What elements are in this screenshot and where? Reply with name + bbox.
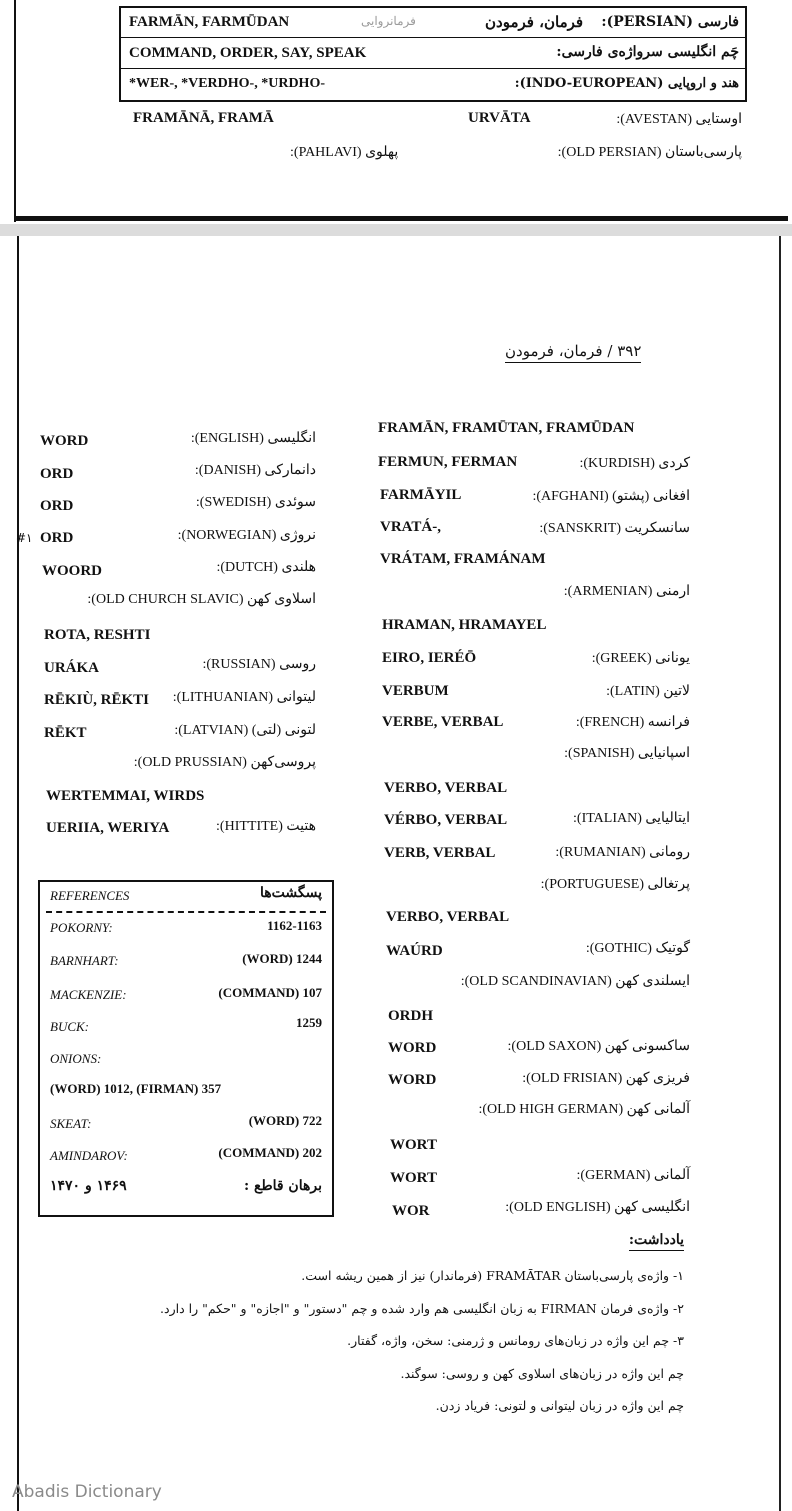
entry-lang: افغانی (پشتو) (AFGHANI): bbox=[532, 489, 690, 504]
reference-source: ONIONS: bbox=[50, 1051, 102, 1066]
entry-word: EIRO, IERÉŌ bbox=[382, 650, 477, 666]
burhan-value: ۱۴۶۹ و ۱۴۷۰ bbox=[50, 1178, 127, 1194]
reference-value: (WORD) 1244 bbox=[242, 951, 322, 966]
entry-word: RĒKT bbox=[44, 725, 87, 741]
entry-word: UERIIA, WERIYA bbox=[46, 820, 170, 836]
entry-lang: اسپانیایی (SPANISH): bbox=[564, 746, 690, 761]
entry-word: FERMUN, FERMAN bbox=[378, 454, 518, 470]
reference-source: AMINDAROV: bbox=[50, 1148, 128, 1163]
reference-value: (COMMAND) 107 bbox=[218, 985, 322, 1000]
entry-lang: گوتیک (GOTHIC): bbox=[585, 941, 690, 956]
entry-lang: پروسی‌کهن (OLD PRUSSIAN): bbox=[133, 755, 316, 770]
references-title-en: REFERENCES bbox=[50, 888, 130, 903]
entry-word: ORD bbox=[40, 530, 74, 546]
note-line: ۱- واژه‌ی پارسی‌باستان FRAMĀTAR (فرماندار) نیز از همین ریشه است. bbox=[301, 1268, 684, 1283]
reference-value: (COMMAND) 202 bbox=[218, 1145, 322, 1160]
entry-word: VERBO, VERBAL bbox=[384, 780, 508, 796]
entry-word: VERBO, VERBAL bbox=[386, 909, 510, 925]
entry-word: FRAMĀN, FRAMŪTAN, FRAMŪDAN bbox=[378, 420, 635, 436]
entry-word: WORD bbox=[40, 433, 89, 449]
entry-word: ROTA, RESHTI bbox=[44, 627, 151, 643]
note-line: چم این واژه در زبان‌های اسلاوی کهن و روسی: سوگند. bbox=[400, 1366, 684, 1381]
watermark: Abadis Dictionary bbox=[12, 1482, 162, 1502]
note-line: چم این واژه در زبان لیتوانی و لتونی: فریاد زدن. bbox=[435, 1398, 684, 1413]
reference-value: 1162-1163 bbox=[267, 918, 322, 933]
entry-lang: لیتوانی (LITHUANIAN): bbox=[172, 690, 316, 705]
entry-lang: پرتغالی (PORTUGUESE): bbox=[540, 877, 690, 892]
entry-word: WOORD bbox=[42, 563, 102, 579]
entry-word: FARMĀYIL bbox=[380, 487, 462, 503]
entry-word: WORD bbox=[388, 1072, 437, 1088]
persian-lang-label: فارسی (PERSIAN): bbox=[601, 14, 739, 30]
separator-band bbox=[0, 224, 792, 236]
reference-value: (WORD) 1012, (FIRMAN) 357 bbox=[50, 1081, 222, 1096]
avestan-word: FRAMĀNĀ, FRAMĀ bbox=[133, 110, 274, 126]
reference-source: SKEAT: bbox=[50, 1116, 92, 1131]
panel-bottom-border bbox=[14, 216, 788, 221]
header-row-persian bbox=[121, 8, 745, 38]
entry-lang: نروژی (NORWEGIAN): bbox=[177, 528, 316, 543]
entry-word: ORD bbox=[40, 498, 74, 514]
entry-lang: یونانی (GREEK): bbox=[591, 651, 690, 666]
entry-lang: آلمانی (GERMAN): bbox=[576, 1168, 690, 1183]
note-line: ۲- واژه‌ی فرمان FIRMAN به زبان انگلیسی هم وارد شده و چم "دستور" و "اجازه" و "حکم" را دارد. bbox=[160, 1301, 684, 1316]
header-row-english bbox=[121, 39, 745, 69]
reference-source: BARNHART: bbox=[50, 953, 119, 968]
references-divider bbox=[46, 911, 326, 913]
margin-mark: #۱ bbox=[16, 531, 33, 545]
page-heading: ۳۹۲ / فرمان، فرمودن bbox=[505, 342, 641, 363]
note-line: ۳- چم این واژه در زبان‌های رومانس و ژرمنی: سخن، واژه، گفتار. bbox=[347, 1333, 684, 1348]
english-meaning-label: چَم انگلیسی سرواژه‌ی فارسی: bbox=[556, 44, 739, 60]
reference-source: BUCK: bbox=[50, 1019, 89, 1034]
page-left-border bbox=[17, 236, 19, 1511]
entry-lang: کردی (KURDISH): bbox=[579, 456, 690, 471]
entry-lang: لاتین (LATIN): bbox=[606, 684, 690, 699]
ie-label: هند و اروپایی (INDO-EUROPEAN): bbox=[514, 76, 739, 91]
ie-root: *WER-, *VERDHO-, *URDHO- bbox=[129, 76, 325, 91]
entry-word: WORT bbox=[390, 1137, 437, 1153]
header-row-ie bbox=[121, 70, 745, 100]
entry-lang: لتونی (لتی) (LATVIAN): bbox=[174, 723, 316, 738]
entry-lang: سانسکریت (SANSKRIT): bbox=[539, 521, 690, 536]
entry-lang: انگلیسی کهن (OLD ENGLISH): bbox=[505, 1200, 690, 1215]
entry-lang: انگلیسی (ENGLISH): bbox=[190, 431, 316, 446]
persian-word-fa: فرمان، فرمودن bbox=[485, 13, 584, 31]
entry-lang: آلمانی کهن (OLD HIGH GERMAN): bbox=[478, 1102, 690, 1117]
entry-lang: ارمنی (ARMENIAN): bbox=[563, 584, 690, 599]
reference-source: POKORNY: bbox=[50, 920, 113, 935]
entry-lang: ایتالیایی (ITALIAN): bbox=[573, 811, 690, 826]
entry-lang: فریزی کهن (OLD FRISIAN): bbox=[522, 1071, 690, 1086]
burhan-label: برهان قاطع : bbox=[243, 1178, 322, 1194]
header-table bbox=[119, 6, 747, 102]
entry-word: URÁKA bbox=[44, 660, 99, 676]
entry-word: VÉRBO, VERBAL bbox=[384, 812, 508, 828]
entry-word: VERB, VERBAL bbox=[384, 845, 496, 861]
entry-word: WERTEMMAI, WIRDS bbox=[46, 788, 205, 804]
entry-word: VRÁTAM, FRAMÁNAM bbox=[380, 551, 546, 567]
entry-word: HRAMAN, HRAMAYEL bbox=[382, 617, 547, 633]
avestan-lang: اوستایی (AVESTAN): bbox=[616, 112, 742, 127]
panel-left-border bbox=[14, 0, 16, 222]
entry-word: WORD bbox=[388, 1040, 437, 1056]
page-right-border bbox=[779, 236, 781, 1511]
reference-value: (WORD) 722 bbox=[248, 1113, 322, 1128]
faint-label: فرمانروایی bbox=[361, 14, 416, 28]
entry-lang: اسلاوی کهن (OLD CHURCH SLAVIC): bbox=[87, 592, 316, 607]
entry-word: WORT bbox=[390, 1170, 437, 1186]
persian-word-en: FARMĀN, FARMŪDAN bbox=[129, 14, 290, 30]
entry-lang: دانمارکی (DANISH): bbox=[194, 463, 316, 478]
old-persian-lang: پارسی‌باستان (OLD PERSIAN): bbox=[557, 145, 742, 160]
entry-word: RĒKIÙ, RĒKTI bbox=[44, 692, 150, 708]
entry-lang: روسی (RUSSIAN): bbox=[202, 657, 316, 672]
entry-word: WAÚRD bbox=[386, 943, 443, 959]
entry-word: VERBE, VERBAL bbox=[382, 714, 504, 730]
entry-word: VERBUM bbox=[382, 683, 449, 699]
reference-source: MACKENZIE: bbox=[50, 987, 127, 1002]
entry-word: ORDH bbox=[388, 1008, 433, 1024]
header-panel bbox=[0, 0, 792, 225]
english-meaning: COMMAND, ORDER, SAY, SPEAK bbox=[129, 45, 367, 61]
entry-word: VRATÁ-, bbox=[380, 519, 441, 535]
entry-lang: هتیت (HITTITE): bbox=[216, 819, 316, 834]
references-title-fa: پسگشت‌ها bbox=[259, 885, 322, 901]
entry-lang: هلندی (DUTCH): bbox=[216, 560, 316, 575]
avestan-word-2: URVĀTA bbox=[468, 110, 531, 126]
references-box bbox=[38, 880, 334, 1217]
entry-lang: فرانسه (FRENCH): bbox=[575, 715, 690, 730]
reference-value: 1259 bbox=[296, 1015, 322, 1030]
notes-title: یادداشت: bbox=[629, 1232, 684, 1251]
entry-lang: ایسلندی کهن (OLD SCANDINAVIAN): bbox=[460, 974, 690, 989]
entry-lang: سوئدی (SWEDISH): bbox=[195, 495, 316, 510]
entry-word: WOR bbox=[392, 1203, 430, 1219]
entry-word: ORD bbox=[40, 466, 74, 482]
entry-lang: رومانی (RUMANIAN): bbox=[555, 845, 690, 860]
entry-lang: ساکسونی کهن (OLD SAXON): bbox=[507, 1039, 690, 1054]
pahlavi-lang: پهلوی (PAHLAVI): bbox=[290, 145, 399, 160]
